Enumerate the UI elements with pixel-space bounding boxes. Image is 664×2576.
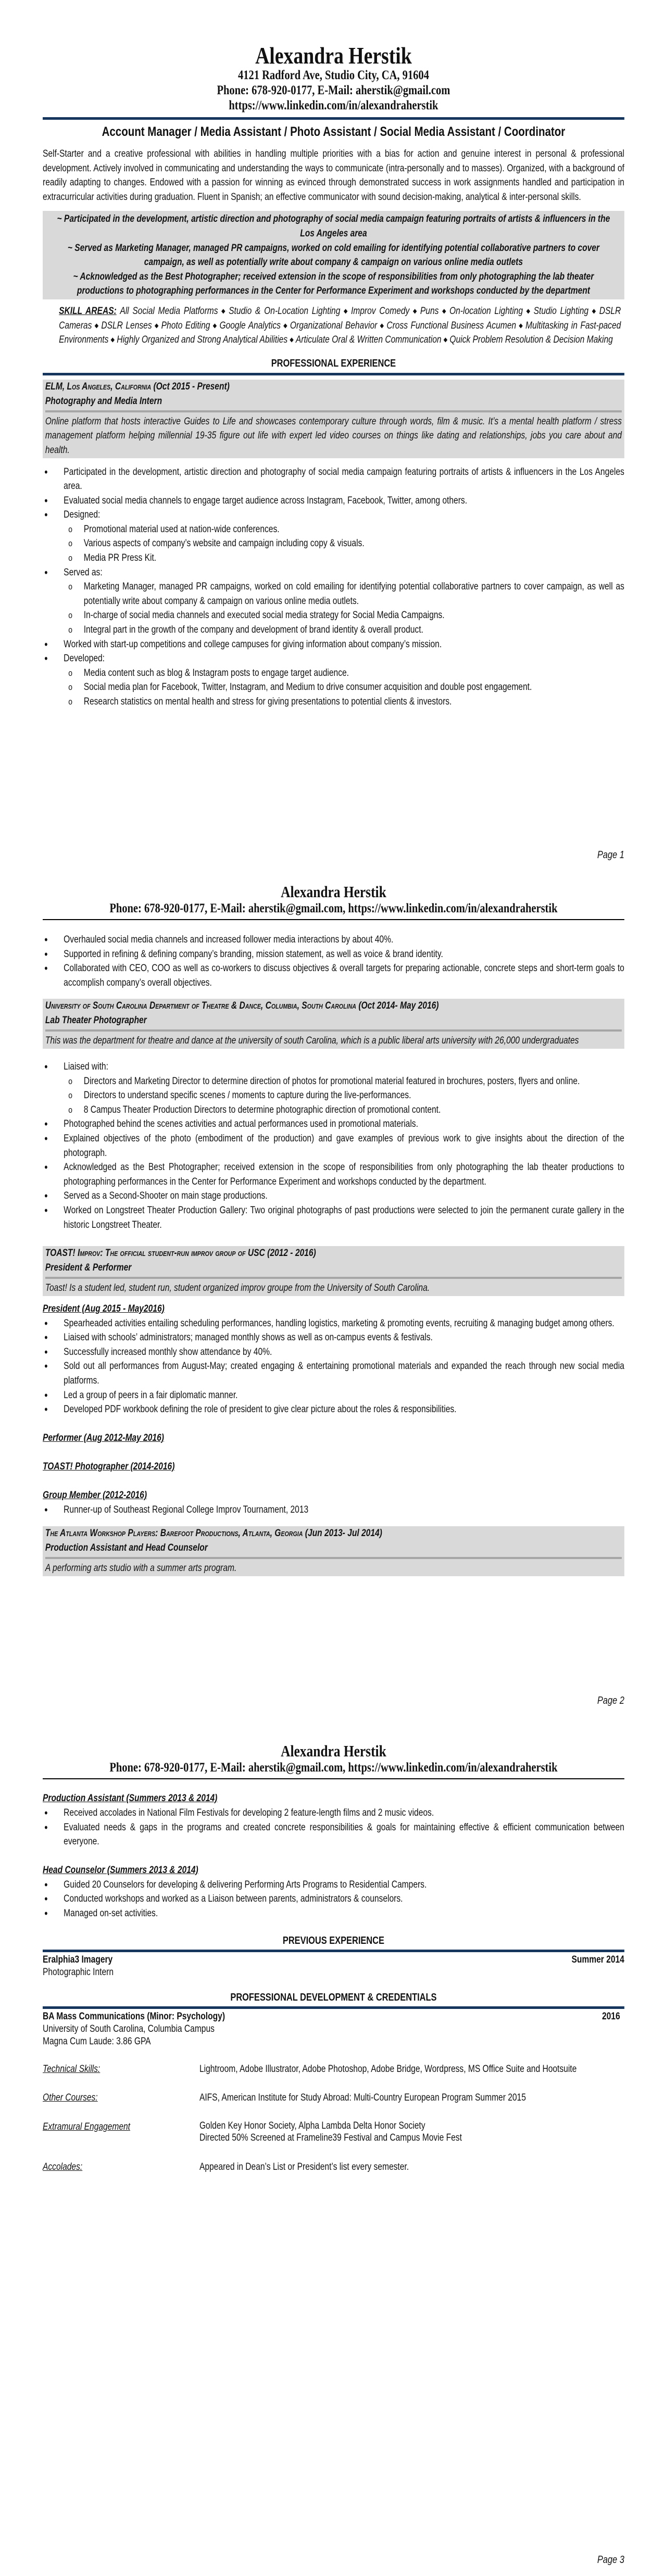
bullet-text: Received accolades in National Film Festivals for developing 2 feature-length films and 2 music videos. [64,1807,434,1818]
job-title: Production Assistant and Head Counselor [45,1542,208,1554]
credential-value [199,2120,624,2144]
skill-item: All Social Media Platforms [120,305,218,317]
skill-item: Studio & On-Location Lighting [229,305,341,317]
role-heading-head-counselor: Head Counselor (Summers 2013 & 2014) [43,1864,198,1876]
divider [45,1557,622,1559]
bullet-text: Led a group of peers in a fair diplomatic manner. [64,1389,238,1401]
role-heading-production-assistant: Production Assistant (Summers 2013 & 2014) [43,1793,218,1804]
bullet-text: Worked on Longstreet Theater Production Gallery: Two original photographs of past productions were selected to join the permanent curate gallery in the historic Longstreet Theater. [64,1204,624,1230]
credential-row-technical-skills [43,2062,624,2077]
sub-bullet-item: o Various aspects of company’s website and campaign including copy & visuals. [64,536,624,551]
credential-line: Directed 50% Screened at Frameline39 Festival and Campus Movie Fest [199,2132,462,2143]
sub-bullet-item: o Promotional material used at nation-wide conferences. [64,522,624,537]
separator-diamond-icon: ◆ [591,307,597,315]
bullet-text: Evaluated needs & gaps in the programs and created concrete responsibilities & goals for maintaining effective & efficient communication between everyone. [64,1821,624,1848]
org-box-toast [43,1246,624,1296]
org-name: The Atlanta Workshop Players: Barefoot Productions, Atlanta, Georgia [45,1528,303,1539]
skill-item: Organizational Behavior [290,320,378,331]
job-dates: Summer 2014 [571,1954,624,1965]
bullet-text: Served as a Second-Shooter on main stage productions. [64,1190,268,1202]
contact-info: Phone: 678-920-0177, E-Mail: aherstik@gmail.com [217,83,450,97]
bullet-list [43,1878,624,1921]
sub-bullet-item: o In-charge of social media channels and executed social media strategy for Social Media Campaigns. [64,608,624,623]
header-rule [43,919,624,920]
skill-item: On-location Lighting [449,305,523,317]
section-rule [43,1950,624,1952]
bullet-item [43,1906,624,1921]
divider [45,410,622,412]
contact-info: Phone: 678-920-0177, E-Mail: aherstik@gmail.com, https://www.linkedin.com/in/alexandraherstik [109,901,558,915]
separator-diamond-icon: ◆ [443,336,448,344]
sub-bullet-item: o Directors and Marketing Director to determine direction of photos for promotional material featured in brochures, posters, flyers and online. [64,1074,624,1089]
divider [45,1029,622,1032]
separator-diamond-icon: ◆ [154,321,159,329]
bullet-item [43,933,624,947]
org-description: A performing arts studio with a summer arts program. [45,1563,237,1574]
skill-item: Puns [420,305,439,317]
bullet-item [43,1132,624,1160]
divider [45,1277,622,1279]
role-heading-group-member: Group Member (2012-2016) [43,1489,147,1501]
separator-diamond-icon: ◆ [290,336,294,344]
skill-areas [43,304,624,347]
bullet-text: Supported in refining & defining company’s branding, mission statement, as well as voice & brand identity. [64,948,443,960]
bullet-text: Collaborated with CEO, COO as well as co-workers to discuss objectives & overall targets for preparing actionable, concrete steps and short-term goals to accomplish company’s overall objectives. [64,963,624,988]
bullet-text: Acknowledged as the Best Photographer; received extension in the scope of responsibilities from only photographing the lab theater productions to photographing performances in the Center for Performance Experiment and workshops conducted by the department. [64,1162,624,1187]
target-roles-title: Account Manager / Media Assistant / Photo Assistant / Social Media Assistant / Coordinator [102,124,566,139]
bullet-item [43,1189,624,1203]
bullet-item [43,1345,624,1360]
company-name: Eralphia3 Imagery [43,1954,113,1965]
section-heading-professional-development: PROFESSIONAL DEVELOPMENT & CREDENTIALS [230,1991,437,2003]
school: University of South Carolina, Columbia Campus [43,2023,215,2034]
bullet-text: Participated in the development, artistic direction and photography of social media campaign featuring portraits of artists & influencers in the Los Angeles area. [64,466,624,492]
bullet-item [43,1060,624,1117]
bullet-item [43,947,624,962]
bullet-item [43,465,624,494]
sub-bullet-list [64,666,624,709]
bullet-item [43,651,624,709]
credential-row-other-courses [43,2091,624,2105]
credential-value: Lightroom, Adobe Illustrator, Adobe Photoshop, Adobe Bridge, Wordpress, MS Office Suite and Hootsuite [199,2063,577,2075]
bullet-item [43,1330,624,1345]
credential-row-accolades [43,2160,624,2175]
bullet-text: Spearheaded activities entailing scheduling performances, handling logistics, marketing & promoting events, recruiting & managing budget among others. [64,1317,615,1329]
bullet-text: Liaised with schools’ administrators; managed monthly shows as well as on-campus events & festivals. [64,1332,433,1343]
org-box-atlanta [43,1526,624,1576]
sub-bullet-item: o Social media plan for Facebook, Twitter, Instagram, and Medium to drive consumer acquisition and double post engagement. [64,680,624,695]
section-rule [43,2006,624,2009]
org-description: Toast! Is a student led, student run, student organized improv groupe from the University of South Carolina. [45,1283,430,1294]
honors: Magna Cum Laude: 3.86 GPA [43,2035,151,2047]
page-2 [43,854,624,1706]
skill-item: DSLR Cameras [59,305,621,331]
sub-bullet-item: o Integral part in the growth of the company and development of brand identity & overall product. [64,623,624,637]
bullet-item [43,1892,624,1906]
page-3 [43,1713,624,2566]
credential-label: Extramural Engagement [43,2121,131,2132]
bullet-item [43,1316,624,1331]
org-box-elm [43,380,624,458]
bullet-text: Worked with start-up competitions and college campuses for giving information about company’s mission. [64,638,442,650]
skill-item: Cross Functional Business Acumen [386,320,517,331]
bullet-text: Explained objectives of the photo (embodiment of the production) and gave examples of previous work to give insights about the direction of the photograph. [64,1133,624,1159]
credential-label: Technical Skills: [43,2063,101,2075]
separator-diamond-icon: ◆ [94,321,99,329]
separator-diamond-icon: ◆ [525,307,532,315]
separator-diamond-icon: ◆ [283,321,288,329]
org-dates: (Jun 2013- Jul 2014) [305,1528,382,1539]
separator-diamond-icon: ◆ [110,336,115,344]
bullet-text: Designed: [64,509,101,521]
bullet-list [43,933,624,990]
previous-job [43,1954,624,1966]
bullet-text: Conducted workshops and worked as a Liaison between parents, administrators & counselors. [64,1893,403,1905]
summary: Self-Starter and a creative professional with abilities in handling multiple priorities with a bias for action and genuine interest in personal & professional development. Actively involved in communicating and understanding the ways to communicate (intra-personally and to masses). Organized, with a background of readily adapting to changes. Endowed with a passion for winning as evinced through demonstrated success in work assignments handled and participation in extracurricular activities during graduation. Fluent in Spanish; an effective communicator with sound decision-making, analytical & inter-personal skills. [43,148,624,203]
page-number: Page 1 [597,849,624,861]
bullet-item [43,1359,624,1388]
credential-label: Accolades: [43,2161,83,2172]
contact-info: Phone: 678-920-0177, E-Mail: aherstik@gmail.com, https://www.linkedin.com/in/alexandraherstik [109,1761,558,1775]
separator-diamond-icon: ◆ [441,307,447,315]
bullet-text: Overhauled social media channels and increased follower media interactions by about 40%. [64,934,394,945]
bullet-item [43,1388,624,1403]
skill-item: Improv Comedy [350,305,410,317]
highlight-item: ~ Acknowledged as the Best Photographer; received extension in the scope of responsibilities from only photographing the lab theater productions to photographing performances in the Center for Performance Experiment and workshops conducted by the department [73,271,594,297]
credential-label: Other Courses: [43,2092,98,2104]
candidate-name: Alexandra Herstik [281,1742,386,1760]
role-heading-performer: Performer (Aug 2012-May 2016) [43,1432,164,1443]
skill-item: Quick Problem Resolution & Decision Making [449,334,613,346]
org-box-usc [43,999,624,1049]
bullet-item [43,508,624,565]
highlight-item: ~ Participated in the development, artistic direction and photography of social media campaign featuring portraits of artists & influencers in the Los Angeles area [57,213,610,239]
skill-item: Articulate Oral & Written Communication [295,334,442,346]
section-heading-professional-experience: PROFESSIONAL EXPERIENCE [271,357,396,369]
bullet-list [43,1503,624,1517]
sub-bullet-list [64,1074,624,1117]
sub-bullet-item: o Marketing Manager, managed PR campaigns, worked on cold emailing for identifying potential collaborative partners to cover campaign, as well as potentially write about company & campaign on various online media outlets. [64,580,624,608]
credential-line: Golden Key Honor Society, Alpha Lambda Delta Honor Society [199,2120,425,2131]
bullet-item [43,1203,624,1232]
sub-bullet-item: o 8 Campus Theater Production Directors to determine photographic direction of promotional content. [64,1103,624,1117]
bullet-item [43,1806,624,1820]
bullet-item [43,1160,624,1189]
sub-bullet-list [64,522,624,566]
candidate-name: Alexandra Herstik [281,883,386,901]
bullet-text: Successfully increased monthly show attendance by 40%. [64,1346,272,1358]
skill-item: Highly Organized and Strong Analytical Abilities [117,334,288,346]
bullet-item [43,961,624,990]
skill-item: Multitasking in Fast-paced Environments [59,320,621,346]
org-dates: (2012 - 2016) [267,1248,316,1259]
bullet-text: Managed on-set activities. [64,1907,158,1919]
org-dates: (Oct 2015 - Present) [153,381,230,392]
section-rule [43,373,624,375]
org-description: Online platform that hosts interactive Guides to Life and showcases contemporary culture through words, film & music. It’s a mental health platform / stress management platform helping millennial 19-35 figure out life with expert led video courses on things like dating and relationships, jobs you care about and health. [45,416,622,456]
bullet-text: Evaluated social media channels to engage target audience across Instagram, Facebook, Twitter, among others. [64,495,468,506]
separator-diamond-icon: ◆ [342,307,349,315]
bullet-list [43,1806,624,1849]
org-name: University of South Carolina Department of Theatre & Dance, Columbia, South Carolina [45,1000,356,1012]
highlights-box [43,211,624,299]
sub-bullet-item: o Media content such as blog & Instagram posts to engage target audience. [64,666,624,681]
bullet-text: Photographed behind the scenes activities and actual performances used in promotional materials. [64,1119,418,1130]
separator-diamond-icon: ◆ [212,321,218,329]
role-heading-president: President (Aug 2015 - May2016) [43,1303,165,1314]
credential-value: Appeared in Dean’s List or President’s list every semester. [199,2161,409,2172]
skill-areas-label: SKILL AREAS: [59,305,117,317]
sub-bullet-item: o Research statistics on mental health and stress for giving presentations to potential clients & investors. [64,695,624,709]
bullet-text: Liaised with: [64,1061,108,1072]
bullet-item [43,1878,624,1892]
bullet-item [43,1402,624,1417]
job-title: Photographic Intern [43,1966,114,1978]
degree [43,2010,624,2023]
header-rule [43,117,624,120]
skill-item: Google Analytics [219,320,281,331]
page-1 [43,0,624,861]
separator-diamond-icon: ◆ [379,321,385,329]
role-heading-photographer: TOAST! Photographer (2014-2016) [43,1461,175,1472]
sub-bullet-item: o Directors to understand specific scenes / moments to capture during the live-performances. [64,1088,624,1103]
skill-item: Photo Editing [161,320,210,331]
highlight-item: ~ Served as Marketing Manager, managed PR campaigns, worked on cold emailing for identifying potential collaborative partners to cover campaign, as well as potentially write about company & campaign on various online media outlets [67,242,600,268]
org-name: TOAST! Improv: The official student-run improv group of USC [45,1248,265,1259]
page-number: Page 3 [597,2554,624,2566]
job-title: Lab Theater Photographer [45,1015,147,1026]
job-title: Photography and Media Intern [45,395,162,407]
section-heading-previous-experience: PREVIOUS EXPERIENCE [282,1934,384,1946]
credential-row-extramural [43,2120,624,2144]
candidate-name: Alexandra Herstik [255,42,412,69]
skill-items [59,306,621,345]
bullet-list [43,1316,624,1417]
org-dates: (Oct 2014- May 2016) [358,1000,439,1012]
credential-value: AIFS, American Institute for Study Abroad: Multi-Country European Program Summer 2015 [199,2092,526,2104]
separator-diamond-icon: ◆ [518,321,523,329]
separator-diamond-icon: ◆ [411,307,418,315]
bullet-item [43,1503,624,1517]
sub-bullet-item: o Media PR Press Kit. [64,551,624,566]
bullet-text: Guided 20 Counselors for developing & delivering Performing Arts Programs to Residential Campers. [64,1879,427,1890]
org-description: This was the department for theatre and dance at the university of south Carolina, which is a public liberal arts university with 26,000 undergraduates [45,1035,579,1047]
address: 4121 Radford Ave, Studio City, CA, 91604 [237,68,429,82]
bullet-item [43,494,624,508]
skill-item: DSLR Lenses [101,320,152,331]
bullet-item [43,637,624,652]
bullet-text: Served as: [64,567,103,578]
bullet-item [43,1820,624,1849]
sub-bullet-list [64,580,624,637]
degree-name: BA Mass Communications (Minor: Psychology) [43,2010,225,2022]
bullet-list [43,465,624,709]
page-number: Page 2 [597,1695,624,1706]
linkedin-link[interactable]: https://www.linkedin.com/in/alexandraherstik [229,98,439,112]
bullet-item [43,1117,624,1132]
job-title: President & Performer [45,1262,132,1274]
bullet-list [43,1060,624,1232]
separator-diamond-icon: ◆ [220,307,227,315]
bullet-item [43,566,624,637]
bullet-text: Developed PDF workbook defining the role of president to give clear picture about the roles & responsibilities. [64,1404,457,1415]
header-rule [43,1778,624,1779]
bullet-text: Developed: [64,653,105,664]
bullet-text: Sold out all performances from August-May; created engaging & entertaining promotional materials and expanded the reach through new social media platforms. [64,1361,624,1387]
degree-year: 2016 [602,2010,620,2022]
bullet-text: Runner-up of Southeast Regional College Improv Tournament, 2013 [64,1504,309,1515]
skill-item: Studio Lighting [533,305,589,317]
org-name: ELM, Los Angeles, California [45,381,152,392]
